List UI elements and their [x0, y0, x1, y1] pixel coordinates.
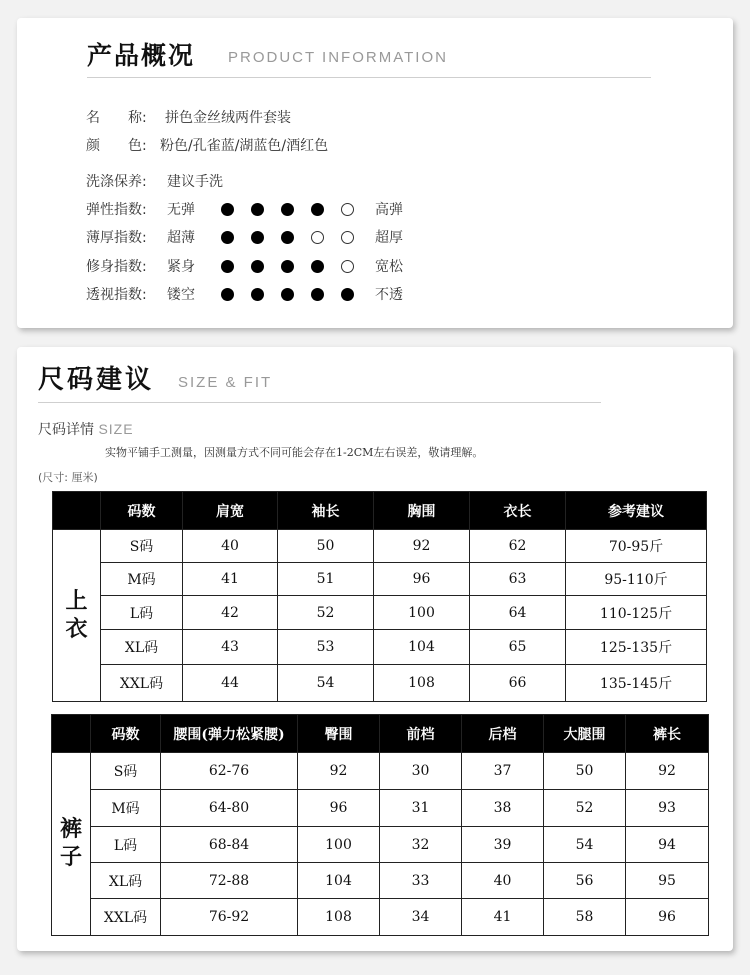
pants-size-table	[51, 714, 709, 936]
pants-value-cell: 37	[462, 753, 544, 790]
pants-row	[52, 863, 709, 899]
top-row	[53, 630, 707, 665]
pants-value-cell: 92	[626, 753, 709, 790]
pants-header-cell: 后档	[462, 715, 544, 753]
pants-value-cell: 93	[626, 790, 709, 827]
rating-dot-filled	[221, 203, 234, 216]
rating-low-label: 无弹	[167, 202, 195, 218]
rating-low-label: 镂空	[167, 287, 195, 303]
pants-header-cell: 前档	[380, 715, 462, 753]
top-value-cell: 53	[278, 630, 374, 665]
rating-dot-filled	[311, 288, 324, 301]
rating-label: 透视指数:	[86, 287, 147, 303]
product-info-subtitle: PRODUCT INFORMATION	[228, 49, 448, 66]
top-value-cell: 70-95斤	[566, 530, 707, 563]
size-fit-divider	[38, 402, 601, 403]
top-row	[53, 596, 707, 630]
top-value-cell: 108	[374, 665, 470, 702]
top-value-cell: 43	[183, 630, 278, 665]
top-value-cell: 66	[470, 665, 566, 702]
rating-dot-empty	[341, 203, 354, 216]
pants-size-cell: XXL码	[91, 899, 161, 936]
pants-value-cell: 108	[298, 899, 380, 936]
pants-side-char: 裤	[59, 817, 82, 842]
top-value-cell: 52	[278, 596, 374, 630]
top-value-cell: 104	[374, 630, 470, 665]
top-value-cell: 54	[278, 665, 374, 702]
pants-value-cell: 104	[298, 863, 380, 899]
pants-size-cell: S码	[91, 753, 161, 790]
size-fit-title: 尺码建议	[38, 365, 155, 395]
pants-header-cell: 大腿围	[544, 715, 626, 753]
top-header-cell: 码数	[101, 492, 183, 530]
size-fit-subtitle: SIZE & FIT	[178, 374, 273, 391]
top-value-cell: 95-110斤	[566, 563, 707, 596]
top-size-cell: M码	[101, 563, 183, 596]
pants-header-cell: 臀围	[298, 715, 380, 753]
rating-dot-filled	[221, 260, 234, 273]
top-header-cell: 参考建议	[566, 492, 707, 530]
top-value-cell: 50	[278, 530, 374, 563]
top-row	[53, 563, 707, 596]
pants-size-cell: XL码	[91, 863, 161, 899]
pants-header-cell: 裤长	[626, 715, 709, 753]
pants-value-cell: 92	[298, 753, 380, 790]
rating-low-label: 超薄	[167, 230, 195, 246]
rating-high-label: 超厚	[375, 230, 403, 246]
pants-value-cell: 76-92	[161, 899, 298, 936]
top-value-cell: 135-145斤	[566, 665, 707, 702]
rating-dot-empty	[341, 260, 354, 273]
pants-corner	[52, 715, 91, 753]
pants-side-label	[52, 753, 91, 936]
top-side-char: 上	[65, 588, 88, 614]
pants-value-cell: 58	[544, 899, 626, 936]
rating-low-label: 紧身	[167, 259, 195, 275]
pants-header-row	[52, 715, 709, 753]
color-label: 颜 色:	[86, 138, 147, 154]
rating-dot-filled	[341, 288, 354, 301]
top-value-cell: 92	[374, 530, 470, 563]
rating-high-label: 高弹	[375, 202, 403, 218]
pants-value-cell: 34	[380, 899, 462, 936]
top-size-cell: XL码	[101, 630, 183, 665]
top-value-cell: 100	[374, 596, 470, 630]
pants-value-cell: 96	[298, 790, 380, 827]
top-value-cell: 125-135斤	[566, 630, 707, 665]
rating-high-label: 宽松	[375, 259, 403, 275]
pants-value-cell: 32	[380, 827, 462, 863]
pants-value-cell: 72-88	[161, 863, 298, 899]
pants-value-cell: 31	[380, 790, 462, 827]
pants-side-char: 子	[59, 845, 82, 870]
top-value-cell: 64	[470, 596, 566, 630]
size-detail-label	[38, 419, 134, 439]
pants-value-cell: 56	[544, 863, 626, 899]
pants-size-cell: L码	[91, 827, 161, 863]
top-size-cell: S码	[101, 530, 183, 563]
top-header-cell: 衣长	[470, 492, 566, 530]
care-value: 建议手洗	[167, 174, 223, 190]
pants-value-cell: 40	[462, 863, 544, 899]
pants-value-cell: 50	[544, 753, 626, 790]
pants-value-cell: 33	[380, 863, 462, 899]
pants-value-cell: 64-80	[161, 790, 298, 827]
name-label: 名 称:	[86, 110, 147, 126]
top-value-cell: 96	[374, 563, 470, 596]
pants-value-cell: 94	[626, 827, 709, 863]
name-value: 拼色金丝绒两件套装	[165, 110, 291, 126]
pants-value-cell: 41	[462, 899, 544, 936]
pants-value-cell: 52	[544, 790, 626, 827]
rating-dot-filled	[281, 288, 294, 301]
rating-dot-filled	[281, 260, 294, 273]
pants-value-cell: 62-76	[161, 753, 298, 790]
rating-high-label: 不透	[375, 287, 403, 303]
rating-dot-filled	[251, 203, 264, 216]
rating-dot-empty	[341, 231, 354, 244]
top-side-label	[53, 530, 101, 702]
top-value-cell: 41	[183, 563, 278, 596]
pants-value-cell: 39	[462, 827, 544, 863]
top-row	[53, 665, 707, 702]
rating-label: 弹性指数:	[86, 202, 147, 218]
pants-header-cell: 码数	[91, 715, 161, 753]
pants-header-cell: 腰围(弹力松紧腰)	[161, 715, 298, 753]
pants-row	[52, 790, 709, 827]
pants-size-cell: M码	[91, 790, 161, 827]
top-value-cell: 51	[278, 563, 374, 596]
top-corner	[53, 492, 101, 530]
top-header-cell: 肩宽	[183, 492, 278, 530]
size-detail-cn: 尺码详情	[38, 422, 94, 438]
rating-dot-filled	[281, 203, 294, 216]
top-header-cell: 袖长	[278, 492, 374, 530]
rating-dot-filled	[281, 231, 294, 244]
product-info-card	[17, 18, 733, 328]
rating-label: 薄厚指数:	[86, 230, 147, 246]
top-value-cell: 63	[470, 563, 566, 596]
top-value-cell: 42	[183, 596, 278, 630]
product-info-divider	[87, 77, 651, 78]
top-value-cell: 40	[183, 530, 278, 563]
pants-value-cell: 30	[380, 753, 462, 790]
top-size-table	[52, 491, 707, 702]
pants-value-cell: 100	[298, 827, 380, 863]
size-fit-card	[17, 347, 733, 951]
top-value-cell: 65	[470, 630, 566, 665]
product-info-title: 产品概况	[87, 41, 196, 70]
rating-dot-filled	[311, 260, 324, 273]
pants-value-cell: 38	[462, 790, 544, 827]
pants-row	[52, 753, 709, 790]
pants-value-cell: 54	[544, 827, 626, 863]
color-value: 粉色/孔雀蓝/湖蓝色/酒红色	[160, 138, 329, 154]
size-detail-en: SIZE	[98, 421, 134, 437]
top-value-cell: 110-125斤	[566, 596, 707, 630]
top-size-cell: XXL码	[101, 665, 183, 702]
top-row	[53, 530, 707, 563]
top-header-cell: 胸围	[374, 492, 470, 530]
pants-value-cell: 95	[626, 863, 709, 899]
rating-label: 修身指数:	[86, 259, 147, 275]
care-label: 洗涤保养:	[86, 174, 147, 190]
rating-dot-filled	[221, 288, 234, 301]
pants-value-cell: 96	[626, 899, 709, 936]
rating-dot-empty	[311, 231, 324, 244]
top-header-row	[53, 492, 707, 530]
rating-dot-filled	[311, 203, 324, 216]
pants-row	[52, 899, 709, 936]
rating-dot-filled	[251, 260, 264, 273]
rating-dot-filled	[251, 288, 264, 301]
top-side-char: 衣	[65, 616, 88, 642]
top-value-cell: 62	[470, 530, 566, 563]
top-size-cell: L码	[101, 596, 183, 630]
measure-note: 实物平铺手工测量，因测量方式不同可能会存在1-2CM左右误差，敬请理解。	[105, 446, 484, 459]
top-value-cell: 44	[183, 665, 278, 702]
rating-dot-filled	[221, 231, 234, 244]
rating-dot-filled	[251, 231, 264, 244]
pants-row	[52, 827, 709, 863]
unit-note: (尺寸: 厘米)	[38, 471, 98, 484]
pants-value-cell: 68-84	[161, 827, 298, 863]
